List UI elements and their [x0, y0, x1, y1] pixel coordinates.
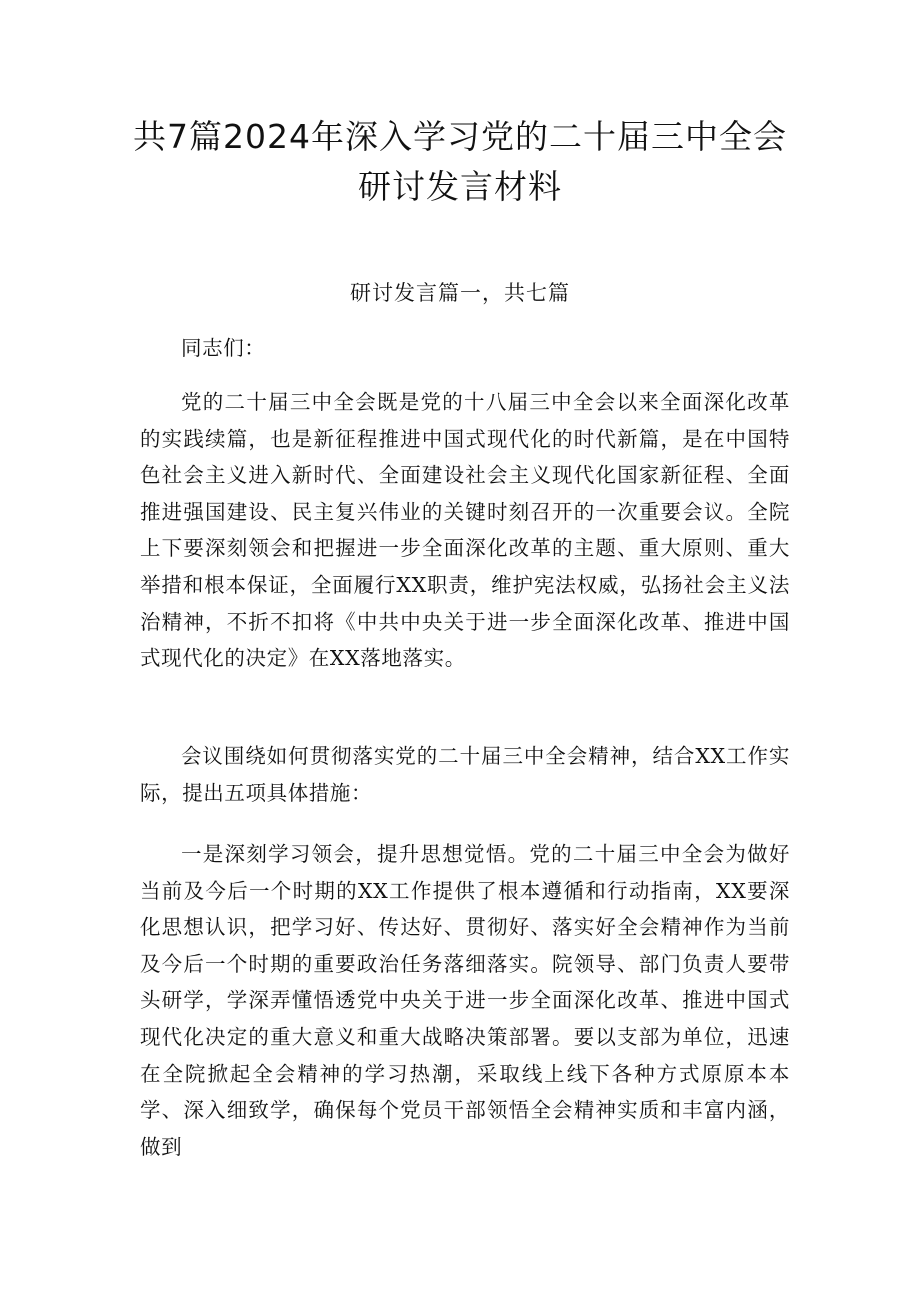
document-title: 共7篇2024年深入学习党的二十届三中全会研讨发言材料	[133, 117, 787, 206]
section-heading: 研讨发言篇一，共七篇	[350, 281, 570, 305]
body-paragraph: 会议围绕如何贯彻落实党的二十届三中全会精神，结合XX工作实际，提出五项具体措施：	[140, 744, 790, 805]
body-paragraph: 党的二十届三中全会既是党的十八届三中全会以来全面深化改革的实践续篇，也是新征程推进中国式现代化的时代新篇，是在中国特色社会主义进入新时代、全面建设社会主义现代化国家新征程、全面推进强国建设、民主复兴伟业的关键时刻召开的一次重要会议。全院上下要深刻领会和把握进一步全面深化改革的主题、重大原则、重大举措和根本保证，全面履行XX职责，维护宪法权威，弘扬社会主义法治精神，不折不扣将《中共中央关于进一步全面深化改革、推进中国式现代化的决定》在XX落地落实。	[140, 390, 790, 671]
salutation: 同志们：	[181, 336, 266, 360]
body-paragraph: 一是深刻学习领会，提升思想觉悟。党的二十届三中全会为做好当前及今后一个时期的XX工作提供了根本遵循和行动指南，XX要深化思想认识，把学习好、传达好、贯彻好、落实好全会精神作为当前及今后一个时期的重要政治任务落细落实。院领导、部门负责人要带头研学，学深弄懂悟透党中央关于进一步全面深化改革、推进中国式现代化决定的重大意义和重大战略决策部署。要以支部为单位，迅速在全院掀起全会精神的学习热潮，采取线上线下各种方式原原本本学、深入细致学，确保每个党员干部领悟全会精神实质和丰富内涵，做到	[140, 842, 790, 1159]
